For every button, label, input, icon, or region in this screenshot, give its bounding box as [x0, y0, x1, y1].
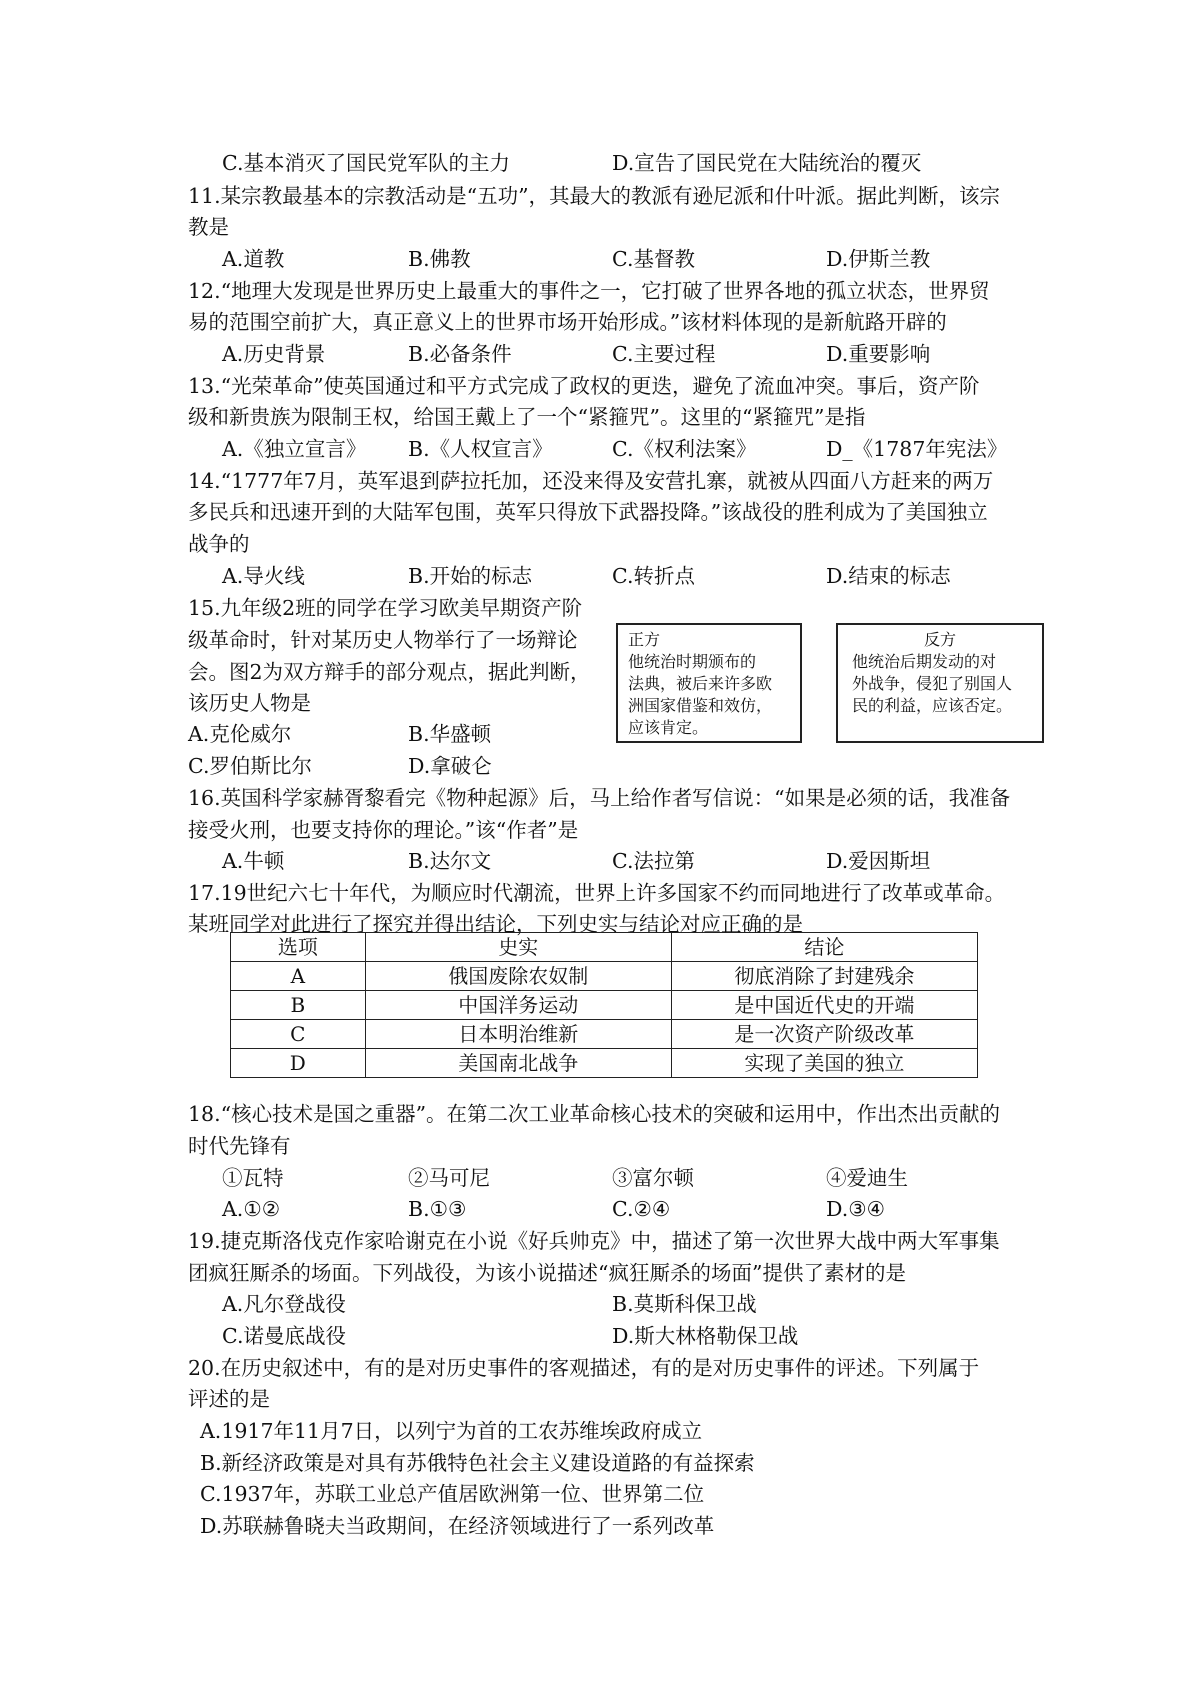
q15-con-line: 外战争，侵犯了别国人: [852, 674, 1013, 693]
q18-items-row: [0, 1163, 1200, 1193]
table-cell: B: [231, 991, 366, 1020]
table-header-row: [231, 933, 978, 962]
q12-options-row: [0, 339, 1200, 369]
q13-options-row: [0, 434, 1200, 464]
q12-option-b: B.必备条件: [408, 342, 512, 366]
q15-pro-line: 法典，被后来许多欧: [628, 674, 773, 693]
q20-option-a-row: [0, 1416, 1200, 1446]
table-header-cell: 史实: [365, 933, 671, 962]
q14-option-b: B.开始的标志: [408, 564, 533, 588]
q15-stem: [0, 593, 1200, 623]
q15-option-c: C.罗伯斯比尔: [188, 754, 312, 778]
q20-option-b-row: [0, 1448, 1200, 1478]
q18-stem-line2: 时代先锋有: [188, 1134, 291, 1158]
q17-table: [230, 932, 978, 1078]
q14-option-c: C.转折点: [612, 564, 695, 588]
q20-option-b: B.新经济政策是对具有苏俄特色社会主义建设道路的有益探索: [200, 1451, 755, 1475]
q20-stem: [0, 1353, 1200, 1383]
q15-stem-line4: 该历史人物是: [188, 691, 311, 715]
q18-item: ③富尔顿: [612, 1166, 694, 1190]
table-row: [231, 991, 978, 1020]
q15-stem-line3: 会。图2为双方辩手的部分观点，据此判断，: [188, 660, 591, 684]
q15-pro-line: 应该肯定。: [628, 718, 709, 737]
q13-option-a: A.《独立宣言》: [222, 437, 367, 461]
q12-stem: [0, 276, 1200, 306]
q19-option-a: A.凡尔登战役: [222, 1292, 346, 1316]
q19-stem-line1: 19.捷克斯洛伐克作家哈谢克在小说《好兵帅克》中，描述了第一次世界大战中两大军事集: [188, 1229, 1000, 1253]
q13-option-d: D_《1787年宪法》: [826, 437, 1008, 461]
q20-option-c-row: [0, 1479, 1200, 1509]
table-cell: 俄国废除农奴制: [365, 962, 671, 991]
q12-stem-2: [0, 307, 1200, 337]
table-header-cell: 结论: [671, 933, 977, 962]
q12-stem-line1: 12.“地理大发现是世界历史上最重大的事件之一，它打破了世界各地的孤立状态，世界贸: [188, 279, 990, 303]
q19-options-row1: [0, 1289, 1200, 1319]
q18-option-b: B.①③: [408, 1197, 467, 1221]
table-cell: 彻底消除了封建残余: [671, 962, 977, 991]
q14-option-a: A.导火线: [222, 564, 305, 588]
q14-stem-line3: 战争的: [188, 532, 250, 556]
q14-stem-3: [0, 529, 1200, 559]
q10-option-c: C.基本消灭了国民党军队的主力: [222, 151, 510, 175]
q13-stem-line1: 13.“光荣革命”使英国通过和平方式完成了政权的更迭，避免了流血冲突。事后，资产阶: [188, 374, 980, 398]
q14-stem-line1: 14.“1777年7月，英军退到萨拉托加，还没来得及安营扎寨，就被从四面八方赶来的两万: [188, 469, 994, 493]
q20-stem-2: [0, 1384, 1200, 1414]
table-cell: C: [231, 1020, 366, 1049]
q15-stem-line2: 级革命时，针对某历史人物举行了一场辩论: [188, 628, 578, 652]
q11-option-a: A.道教: [222, 247, 285, 271]
q15-con-opinion-box: [836, 623, 1044, 743]
q17-stem-line1: 17.19世纪六七十年代，为顺应时代潮流，世界上许多国家不约而同地进行了改革或革命。: [188, 881, 1006, 905]
q16-option-b: B.达尔文: [408, 849, 492, 873]
q12-stem-line2: 易的范围空前扩大，真正意义上的世界市场开始形成。”该材料体现的是新航路开辟的: [188, 310, 947, 334]
q18-stem-line1: 18.“核心技术是国之重器”。在第二次工业革命核心技术的突破和运用中，作出杰出贡献的: [188, 1102, 1001, 1126]
q19-stem-2: [0, 1258, 1200, 1288]
q10-option-d: D.宣告了国民党在大陆统治的覆灭: [612, 151, 922, 175]
q20-option-a: A.1917年11月7日，以列宁为首的工农苏维埃政府成立: [200, 1419, 703, 1443]
q11-option-d: D.伊斯兰教: [826, 247, 931, 271]
q16-option-a: A.牛顿: [222, 849, 285, 873]
q10-options-row: [0, 148, 1200, 178]
q13-option-c: C.《权利法案》: [612, 437, 757, 461]
q19-option-c: C.诺曼底战役: [222, 1324, 346, 1348]
q14-stem-2: [0, 497, 1200, 527]
q18-item: ④爱迪生: [826, 1166, 908, 1190]
q15-con-line: 民的利益，应该否定。: [852, 696, 1013, 715]
q17-stem-line2: 某班同学对此进行了探究并得出结论，下列史实与结论对应正确的是: [188, 912, 803, 936]
q13-stem-line2: 级和新贵族为限制王权，给国王戴上了一个“紧箍咒”。这里的“紧箍咒”是指: [188, 405, 866, 429]
q18-stem-2: [0, 1131, 1200, 1161]
table-row: [231, 962, 978, 991]
table-cell: 美国南北战争: [365, 1049, 671, 1078]
q15-option-a: A.克伦威尔: [188, 722, 292, 746]
q11-stem-line2: 教是: [188, 215, 229, 239]
q19-option-d: D.斯大林格勒保卫战: [612, 1324, 799, 1348]
q12-option-d: D.重要影响: [826, 342, 931, 366]
q16-option-d: D.爱因斯坦: [826, 849, 931, 873]
q15-con-line: 他统治后期发动的对: [852, 652, 997, 671]
q16-options-row: [0, 846, 1200, 876]
q18-item: ②马可尼: [408, 1166, 490, 1190]
q12-option-a: A.历史背景: [222, 342, 326, 366]
table-cell: 中国洋务运动: [365, 991, 671, 1020]
q12-option-c: C.主要过程: [612, 342, 716, 366]
q14-option-d: D.结束的标志: [826, 564, 951, 588]
q16-stem-line2: 接受火刑，也要支持你的理论。”该“作者”是: [188, 818, 579, 842]
q15-option-b: B.华盛顿: [408, 722, 492, 746]
table-cell: 是中国近代史的开端: [671, 991, 977, 1020]
q16-option-c: C.法拉第: [612, 849, 695, 873]
q11-option-c: C.基督教: [612, 247, 695, 271]
q18-option-d: D.③④: [826, 1197, 885, 1221]
q20-stem-line2: 评述的是: [188, 1387, 270, 1411]
q19-option-b: B.莫斯科保卫战: [612, 1292, 757, 1316]
table-row: [231, 1020, 978, 1049]
q11-stem-line1: 11.某宗教最基本的宗教活动是“五功”，其最大的教派有逊尼派和什叶派。据此判断，该宗: [188, 184, 1001, 208]
q20-option-d: D.苏联赫鲁晓夫当政期间，在经济领域进行了一系列改革: [200, 1514, 715, 1538]
q16-stem: [0, 783, 1200, 813]
q16-stem-2: [0, 815, 1200, 845]
q15-pro-line: 他统治时期颁布的: [628, 652, 757, 671]
q20-option-c: C.1937年，苏联工业总产值居欧洲第一位、世界第二位: [200, 1482, 705, 1506]
q18-stem: [0, 1099, 1200, 1129]
table-cell: 日本明治维新: [365, 1020, 671, 1049]
table-row: [231, 1049, 978, 1078]
q15-options-row2: [0, 751, 1200, 781]
table-cell: A: [231, 962, 366, 991]
q13-option-b: B.《人权宣言》: [408, 437, 553, 461]
q11-option-b: B.佛教: [408, 247, 471, 271]
q18-option-c: C.②④: [612, 1197, 671, 1221]
q18-option-a: A.①②: [222, 1197, 281, 1221]
table-cell: 实现了美国的独立: [671, 1049, 977, 1078]
q20-option-d-row: [0, 1511, 1200, 1541]
q20-stem-line1: 20.在历史叙述中，有的是对历史事件的客观描述，有的是对历史事件的评述。下列属于: [188, 1356, 980, 1380]
q15-pro-line: 洲国家借鉴和效仿，: [628, 696, 773, 715]
q11-stem: [0, 181, 1200, 211]
q18-item: ①瓦特: [222, 1166, 284, 1190]
q15-stem-line1: 15.九年级2班的同学在学习欧美早期资产阶: [188, 596, 583, 620]
q13-stem-2: [0, 402, 1200, 432]
q15-pro-title: 正方: [628, 630, 661, 649]
q11-options-row: [0, 244, 1200, 274]
q14-stem: [0, 466, 1200, 496]
q19-stem: [0, 1226, 1200, 1256]
q15-option-d: D.拿破仑: [408, 754, 492, 778]
q16-stem-line1: 16.英国科学家赫胥黎看完《物种起源》后，马上给作者写信说：“如果是必须的话，我准备: [188, 786, 1011, 810]
q14-options-row: [0, 561, 1200, 591]
q15-con-title: 反方: [923, 630, 956, 649]
q14-stem-line2: 多民兵和迅速开到的大陆军包围，英军只得放下武器投降。”该战役的胜利成为了美国独立: [188, 500, 988, 524]
q11-stem-2: [0, 212, 1200, 242]
q18-options-row: [0, 1194, 1200, 1224]
q17-stem: [0, 878, 1200, 908]
q19-stem-line2: 团疯狂厮杀的场面。下列战役，为该小说描述“疯狂厮杀的场面”提供了素材的是: [188, 1261, 906, 1285]
table-cell: 是一次资产阶级改革: [671, 1020, 977, 1049]
q19-options-row2: [0, 1321, 1200, 1351]
table-header-cell: 选项: [231, 933, 366, 962]
table-cell: D: [231, 1049, 366, 1078]
q13-stem: [0, 371, 1200, 401]
q15-pro-opinion-box: [616, 623, 802, 743]
